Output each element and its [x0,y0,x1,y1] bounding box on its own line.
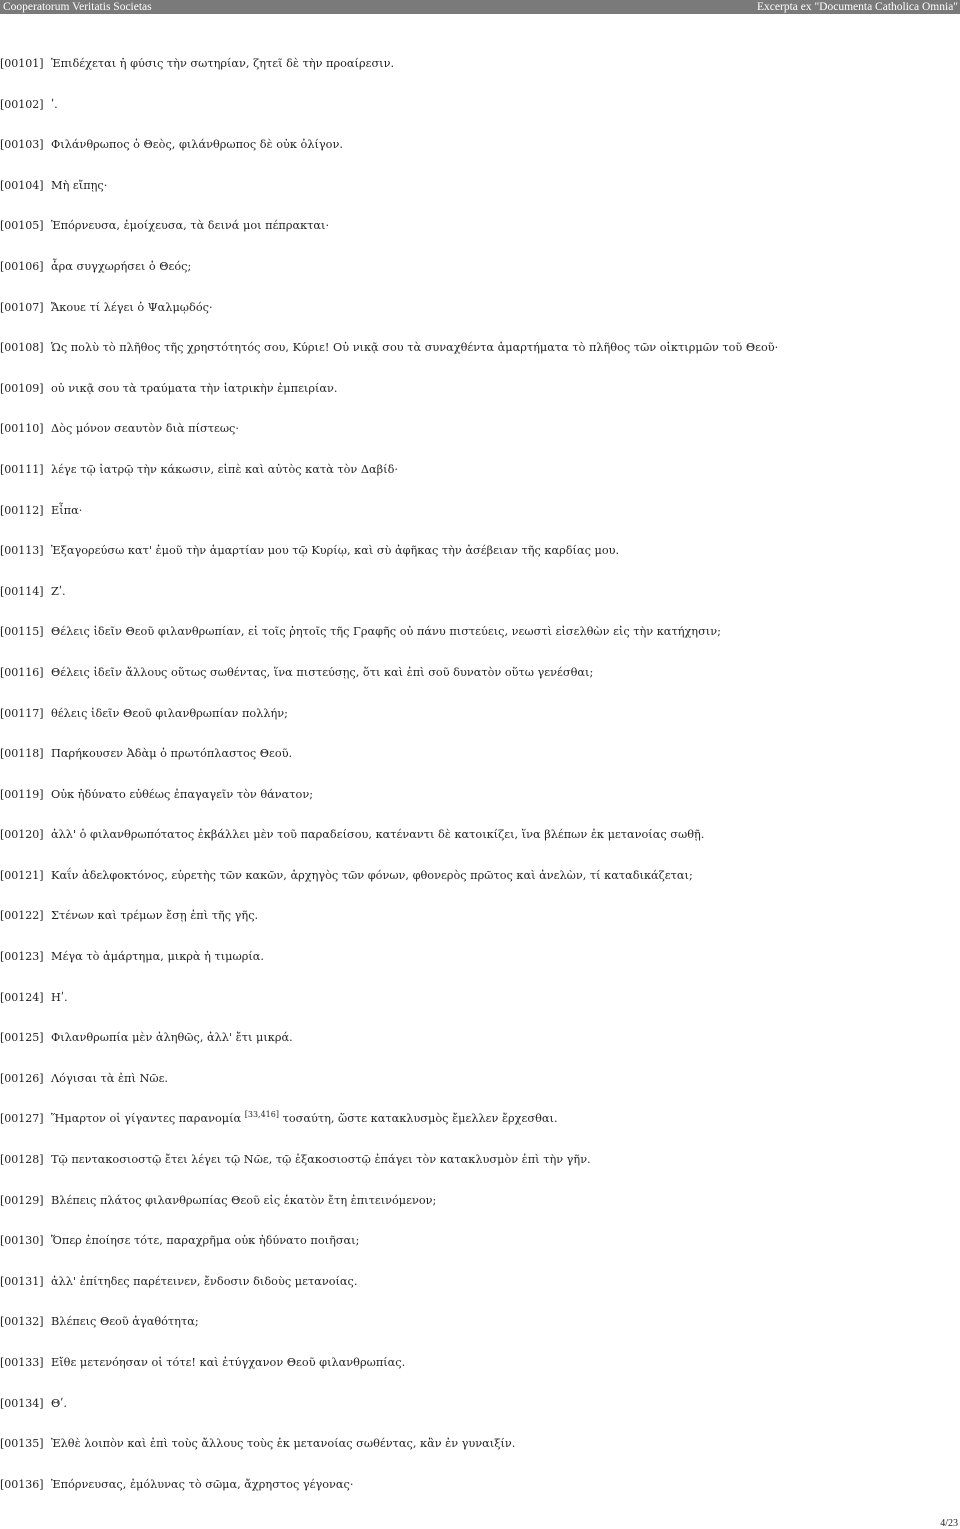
line-text [51,339,960,357]
line-number: [00118] [0,747,44,761]
line-number: [00122] [0,909,44,923]
line-text [51,1110,960,1128]
text-line [0,1192,960,1233]
text-line [0,745,960,786]
line-text [51,420,960,438]
line-text-main: ʹ. [51,97,58,111]
line-number: [00108] [0,341,44,355]
line-text-main: Μέγα τὸ ἁμάρτημα, μικρὰ ἡ τιμωρία. [51,950,265,964]
line-text [51,1070,960,1088]
text-line [0,1070,960,1111]
text-line [0,258,960,299]
text-line [0,502,960,543]
line-text [51,299,960,317]
line-text-main: ἆρα συγχωρήσει ὁ Θεός; [51,259,192,273]
line-text [51,96,960,114]
line-text-main: Θέλεις ἰδεῖν Θεοῦ φιλανθρωπίαν, εἰ τοῖς ῥητοῖς τῆς Γραφῆς οὐ πάνυ πιστεύεις, νεωστὶ εἰσελθὼν εἰς τὴν κατήχησιν; [51,625,721,639]
line-text-main: οὐ νικᾷ σου τὰ τραύματα τὴν ἰατρικὴν ἐμπειρίαν. [51,381,338,395]
text-line [0,177,960,218]
line-text [51,826,960,844]
line-text [51,989,960,1007]
text-line [0,299,960,340]
line-number: [00125] [0,1031,44,1045]
line-text-main: Δὸς μόνον σεαυτὸν διὰ πίστεως· [51,422,239,436]
line-number: [00101] [0,57,44,70]
text-line [0,989,960,1030]
line-number: [00107] [0,300,44,314]
text-line [0,1151,960,1192]
text-line [0,907,960,948]
line-text-main: Τῷ πεντακοσιοστῷ ἔτει λέγει τῷ Νῶε, τῷ ἑξακοσιοστῷ ἐπάγει τὸν κατακλυσμὸν ἐπὶ τὴν γῆν. [51,1153,591,1167]
line-number: [00115] [0,625,44,639]
text-line [0,1232,960,1273]
text-line [0,867,960,908]
line-number: [00117] [0,706,44,720]
line-text-main: Ἐξαγορεύσω κατ' ἐμοῦ τὴν ἁμαρτίαν μου τῷ Κυρίῳ, καὶ σὺ ἀφῆκας τὴν ἀσέβειαν τῆς καρδίας μου. [51,544,620,558]
line-number: [00111] [0,462,44,476]
line-text-main: Ὅπερ ἐποίησε τότε, παραχρῆμα οὐκ ἠδύνατο ποιῆσαι; [51,1234,360,1248]
text-line [0,948,960,989]
line-number: [00129] [0,1193,44,1207]
text-line [0,461,960,502]
text-line [0,1110,960,1151]
text-line [0,136,960,177]
line-text [51,177,960,195]
line-text [51,907,960,925]
text-line [0,96,960,137]
line-text-main: Φιλάνθρωπος ὁ Θεὸς, φιλάνθρωπος δὲ οὐκ ὀλίγον. [51,138,343,152]
line-number: [00127] [0,1112,44,1126]
line-text [51,1192,960,1210]
line-number: [00130] [0,1234,44,1248]
text-line [0,583,960,624]
line-number: [00113] [0,544,44,558]
line-number: [00120] [0,828,44,842]
line-text [51,217,960,235]
line-text-main: λέγε τῷ ἰατρῷ τὴν κάκωσιν, εἰπὲ καὶ αὐτὸς κατὰ τὸν Δαβίδ· [51,462,398,476]
line-text-main: Μὴ εἴπῃς· [51,178,108,192]
line-number: [00116] [0,665,44,679]
line-text-main: Θέλεις ἰδεῖν ἄλλους οὕτως σωθέντας, ἵνα πιστεύσῃς, ὅτι καὶ ἐπὶ σοῦ δυνατὸν οὕτω γενέσθαι; [51,665,594,679]
line-text [51,1476,960,1494]
line-number: [00109] [0,381,44,395]
line-number: [00132] [0,1315,44,1329]
line-text-after: τοσαύτη, ὥστε κατακλυσμὸς ἔμελλεν ἔρχεσθαι. [282,1112,558,1126]
line-number: [00104] [0,178,44,192]
text-line [0,705,960,746]
line-text-main: ἀλλ' ὁ φιλανθρωπότατος ἐκβάλλει μὲν τοῦ παραδείσου, κατέναντι δὲ κατοικίζει, ἵνα βλέπων ἐκ μετανοίας σωθῇ. [51,828,705,842]
line-number: [00106] [0,259,44,273]
line-text-main: Ἐπόρνευσας, ἐμόλυνας τὸ σῶμα, ἄχρηστος γέγονας· [51,1477,354,1491]
line-text [51,55,960,73]
text-line [0,542,960,583]
line-text [51,1232,960,1250]
text-line [0,1476,960,1517]
text-line [0,380,960,421]
line-text [51,1435,960,1453]
text-line [0,1313,960,1354]
page-header [0,0,960,14]
line-text [51,1029,960,1047]
line-text [51,461,960,479]
line-number: [00123] [0,950,44,964]
line-text [51,1395,960,1413]
line-text-main: Στένων καὶ τρέμων ἔσῃ ἐπὶ τῆς γῆς. [51,909,259,923]
text-line [0,786,960,827]
line-number: [00112] [0,503,44,517]
line-text [51,745,960,763]
line-text-main: Παρήκουσεν Ἀδὰμ ὁ πρωτόπλαστος Θεοῦ. [51,747,293,761]
line-text-main: Βλέπεις Θεοῦ ἀγαθότητα; [51,1315,199,1329]
line-text-main: Ἄκουε τί λέγει ὁ Ψαλμῳδός· [51,300,213,314]
line-number: [00134] [0,1396,44,1410]
line-text-main: Καΐν ἀδελφοκτόνος, εὑρετὴς τῶν κακῶν, ἀρχηγὸς τῶν φόνων, φθονερὸς πρῶτος καὶ ἀνελὼν, τί καταδικάζεται; [51,868,693,882]
line-text [51,1354,960,1372]
line-text [51,705,960,723]
line-number: [00114] [0,584,44,598]
line-text-main: Εἶπα· [51,503,83,517]
line-text [51,948,960,966]
text-line [0,55,960,96]
text-lines [0,55,960,1516]
line-number: [00126] [0,1071,44,1085]
line-text [51,786,960,804]
line-text-main: Ἐπιδέχεται ἡ φύσις τὴν σωτηρίαν, ζητεῖ δὲ τὴν προαίρεσιν. [51,57,395,70]
line-text-main: Ὡς πολὺ τὸ πλῆθος τῆς χρηστότητός σου, Κύριε! Οὐ νικᾷ σου τὰ συναχθέντα ἁμαρτήματα τὸ πλῆθος τῶν οἰκτιρμῶν τοῦ Θεοῦ· [51,341,779,355]
line-text [51,258,960,276]
text-line [0,1354,960,1395]
line-number: [00124] [0,990,44,1004]
line-text-main: θέλεις ἰδεῖν Θεοῦ φιλανθρωπίαν πολλήν; [51,706,288,720]
line-text [51,136,960,154]
text-line [0,420,960,461]
page-reference: [33,416] [244,1110,279,1120]
text-line [0,339,960,380]
line-text [51,623,960,641]
line-text-main: Λόγισαι τὰ ἐπὶ Νῶε. [51,1071,169,1085]
line-number: [00121] [0,868,44,882]
line-text [51,1273,960,1291]
text-line [0,826,960,867]
line-text-main: Ζʹ. [51,584,66,598]
text-line [0,1435,960,1476]
line-text [51,542,960,560]
line-text-main: Οὐκ ἠδύνατο εὐθέως ἐπαγαγεῖν τὸν θάνατον; [51,787,314,801]
header-left-title: Cooperatorum Veritatis Societas [3,1,152,13]
line-text-main: Εἴθε μετενόησαν οἱ τότε! καὶ ἐτύγχανον Θεοῦ φιλανθρωπίας. [51,1356,406,1369]
line-text [51,502,960,520]
text-line [0,1029,960,1070]
line-number: [00128] [0,1153,44,1167]
line-text-main: Φιλανθρωπία μὲν ἀληθῶς, ἀλλ' ἔτι μικρά. [51,1031,293,1045]
line-number: [00136] [0,1477,44,1491]
line-text-main: Ἐλθὲ λοιπὸν καὶ ἐπὶ τοὺς ἄλλους τοὺς ἐκ μετανοίας σωθέντας, κἂν ἐν γυναιξίν. [51,1437,516,1451]
line-text-main: Ἥμαρτον οἱ γίγαντες παρανομία [51,1112,242,1126]
line-text [51,1151,960,1169]
header-right-title: Excerpta ex "Documenta Catholica Omnia" [757,1,958,13]
line-number: [00102] [0,97,44,111]
text-line [0,623,960,664]
line-number: [00131] [0,1274,44,1288]
line-text [51,664,960,682]
line-number: [00133] [0,1356,44,1369]
line-text [51,1313,960,1331]
line-text-main: Ἐπόρνευσα, ἐμοίχευσα, τὰ δεινά μοι πέπρακται· [51,219,330,233]
page-number: 4/23 [940,1518,958,1529]
line-text-main: Βλέπεις πλάτος φιλανθρωπίας Θεοῦ εἰς ἑκατὸν ἔτη ἐπιτεινόμενον; [51,1193,437,1207]
line-text-main: ἀλλ' ἐπίτηδες παρέτεινεν, ἔνδοσιν διδοὺς μετανοίας. [51,1274,358,1288]
line-number: [00110] [0,422,44,436]
text-line [0,217,960,258]
line-text-main: Ηʹ. [51,990,68,1004]
line-number: [00135] [0,1437,44,1451]
line-text-main: Θʹ. [51,1396,67,1410]
line-text [51,867,960,885]
text-line [0,1395,960,1436]
line-number: [00119] [0,787,44,801]
line-text [51,380,960,398]
line-number: [00105] [0,219,44,233]
line-text [51,583,960,601]
text-line [0,664,960,705]
line-number: [00103] [0,138,44,152]
text-line [0,1273,960,1314]
